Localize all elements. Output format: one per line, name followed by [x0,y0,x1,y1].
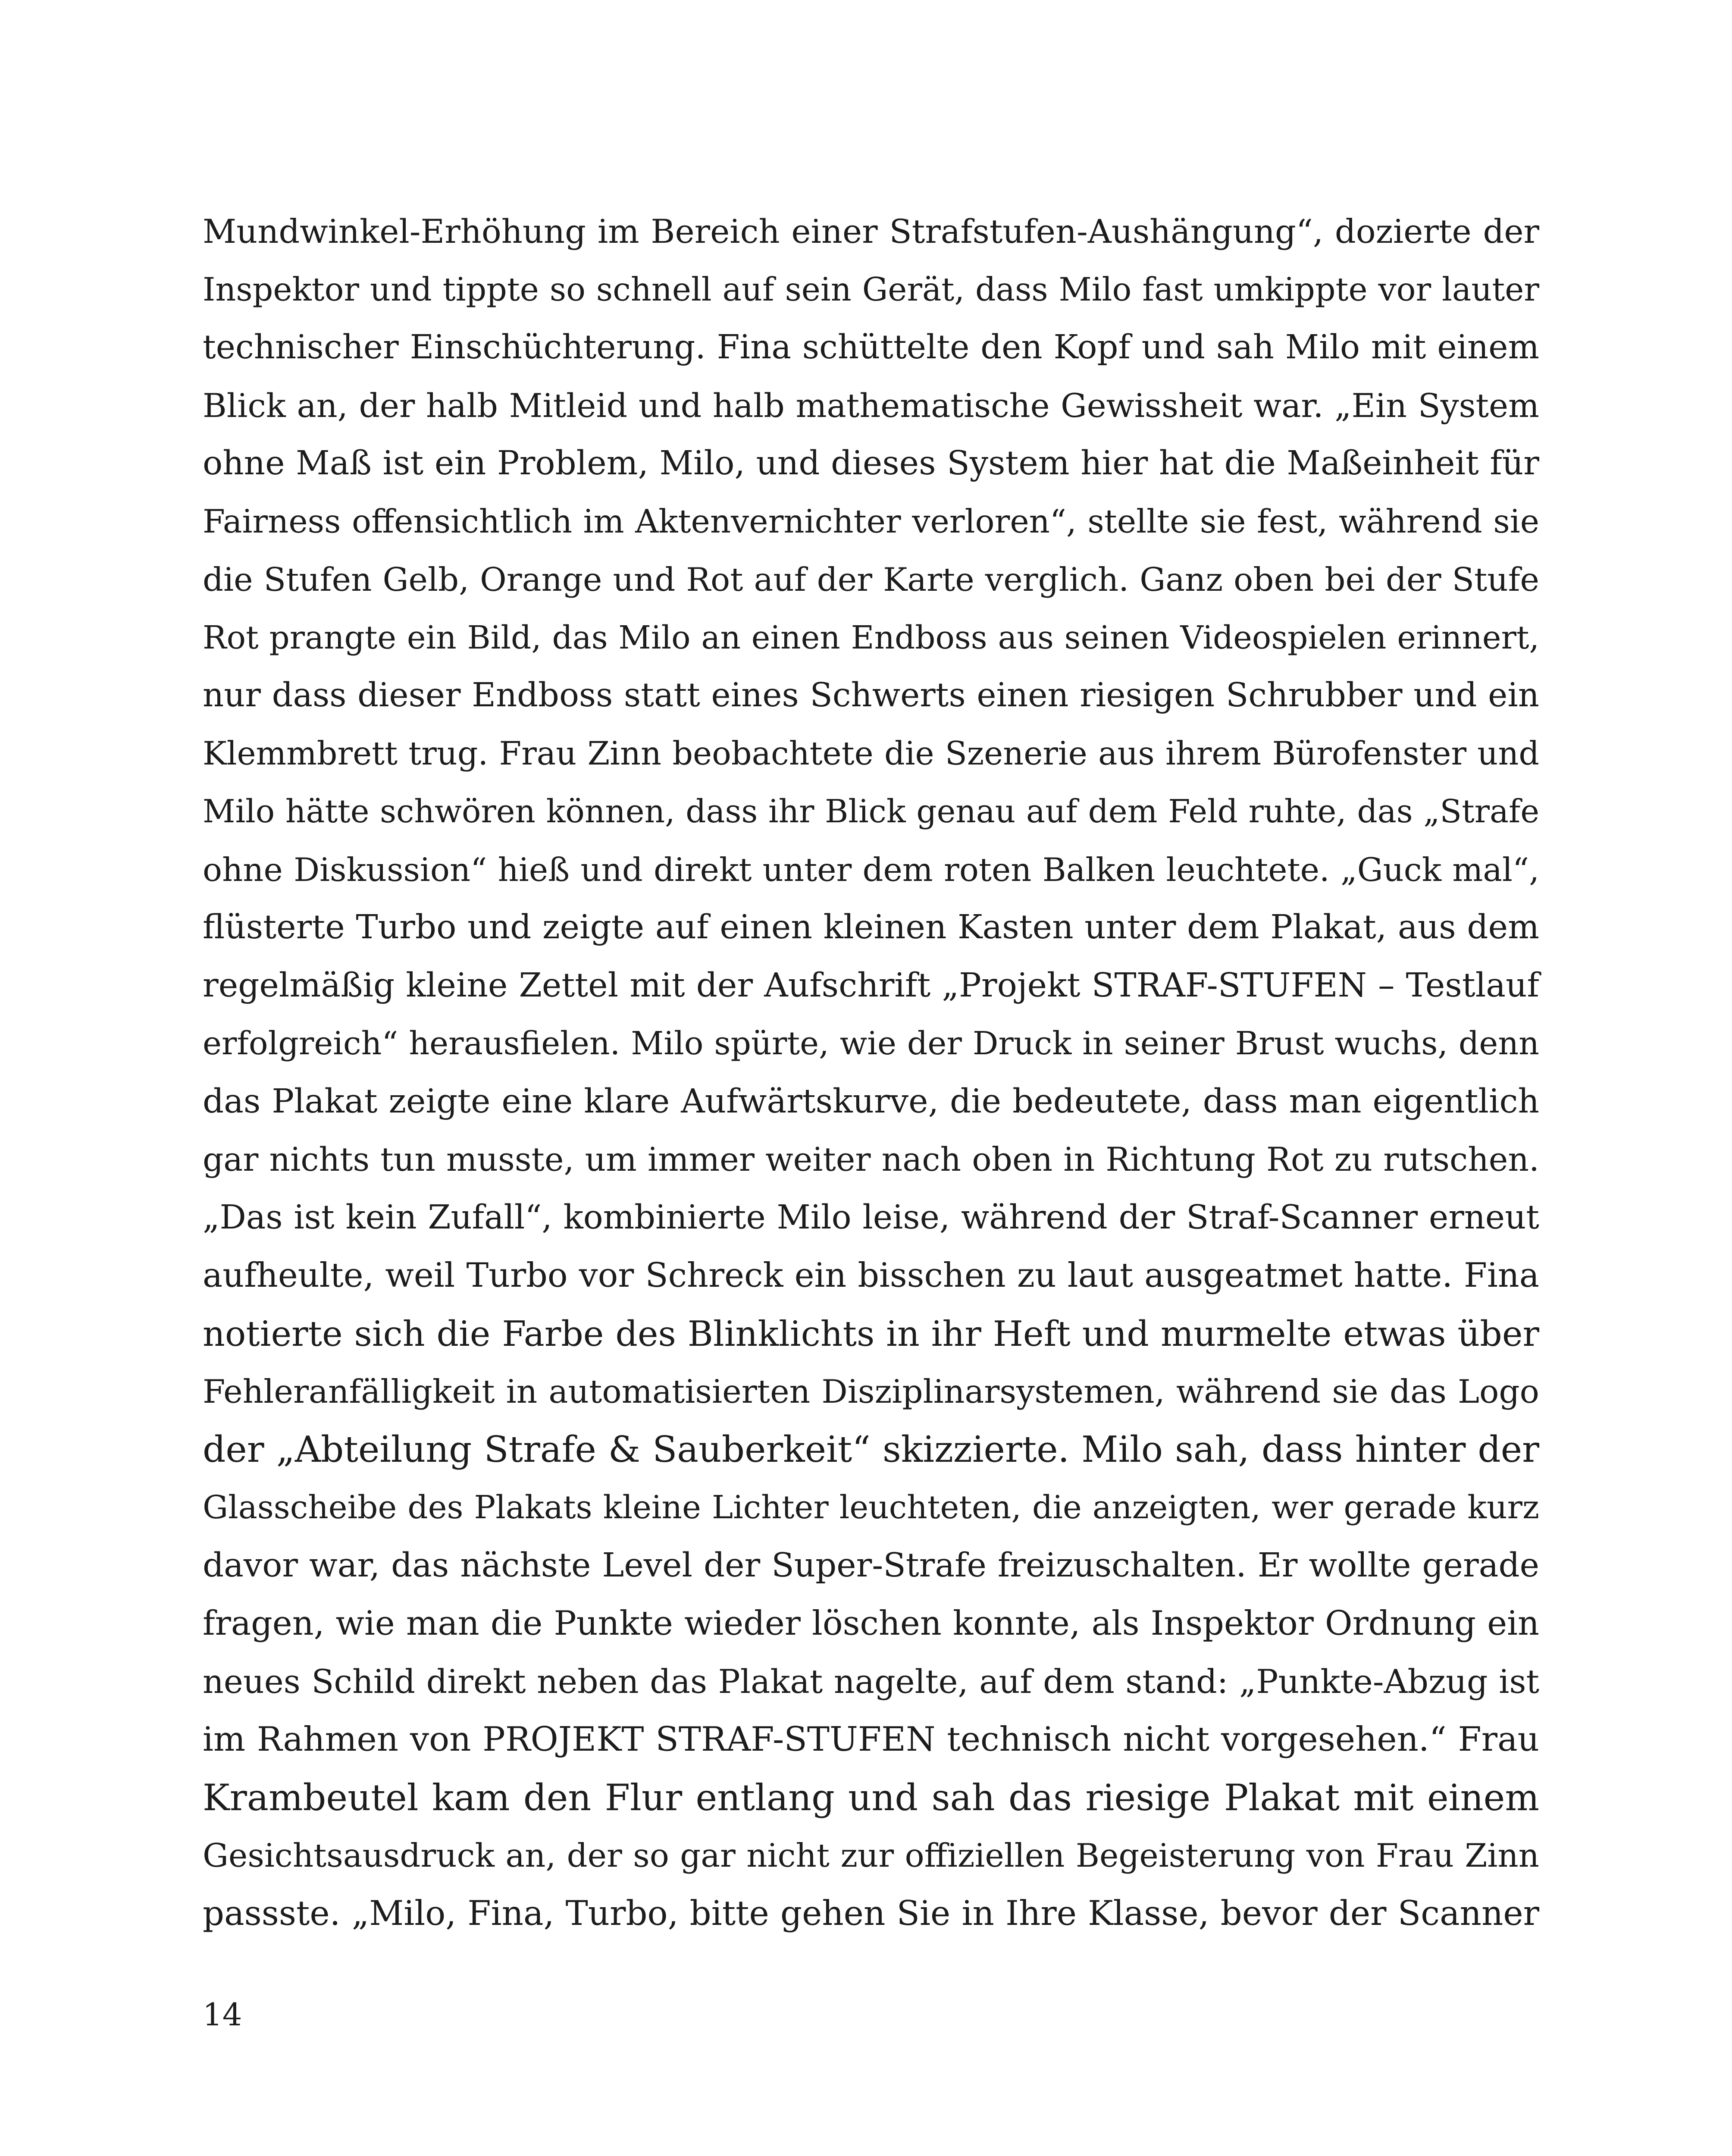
text-line: ohne Diskussion“ hieß und direkt unter dem roten Balken leuchtete. „Guck mal“, [203,850,1539,889]
text-line: Fehleranfälligkeit in automatisierten Disziplinarsystemen, während sie das Logo [203,1373,1539,1410]
text-line: davor war, das nächste Level der Super-Strafe freizuschalten. Er wollte gerade [203,1546,1539,1585]
text-line: neues Schild direkt neben das Plakat nagelte, auf dem stand: „Punkte-Abzug ist [203,1662,1539,1701]
text-line: die Stufen Gelb, Orange und Rot auf der Karte verglich. Ganz oben bei der Stufe [203,561,1539,599]
text-line: notierte sich die Farbe des Blinklichts in ihr Heft und murmelte etwas über [203,1313,1539,1354]
text-line: Gesichtsausdruck an, der so gar nicht zur offiziellen Begeisterung von Frau Zinn [203,1836,1539,1874]
text-line: Krambeutel kam den Flur entlang und sah das riesige Plakat mit einem [203,1776,1539,1819]
text-line: erfolgreich“ herausfielen. Milo spürte, wie der Druck in seiner Brust wuchs, denn [203,1025,1539,1062]
text-line: passste. „Milo, Fina, Turbo, bitte gehen Sie in Ihre Klasse, bevor der Scanner [203,1893,1539,1933]
text-line: ohne Maß ist ein Problem, Milo, und dieses System hier hat die Maßeinheit für [203,444,1539,483]
text-line: regelmäßig kleine Zettel mit der Aufschrift „Projekt STRAF-STUFEN – Testlauf [203,966,1539,1005]
text-line: aufheulte, weil Turbo vor Schreck ein bisschen zu laut ausgeatmet hatte. Fina [203,1256,1539,1295]
text-line: Fairness offensichtlich im Aktenvernichter verloren“, stellte sie fest, während sie [203,502,1539,540]
text-line: nur dass dieser Endboss statt eines Schwerts einen riesigen Schrubber und ein [203,676,1539,714]
page-number: 14 [203,1996,242,2033]
text-line: Klemmbrett trug. Frau Zinn beobachtete die Szenerie aus ihrem Bürofenster und [203,734,1539,772]
text-line: im Rahmen von PROJEKT STRAF-STUFEN technisch nicht vorgesehen.“ Frau [203,1720,1539,1759]
text-line: gar nichts tun musste, um immer weiter nach oben in Richtung Rot zu rutschen. [203,1141,1539,1178]
text-line: Milo hätte schwören können, dass ihr Blick genau auf dem Feld ruhte, das „Strafe [203,793,1539,830]
text-line: Glasscheibe des Plakats kleine Lichter leuchteten, die anzeigten, wer gerade kurz [203,1489,1539,1526]
text-line: Rot prangte ein Bild, das Milo an einen Endboss aus seinen Videospielen erinnert, [203,619,1539,656]
text-line: das Plakat zeigte eine klare Aufwärtskurve, die bedeutete, dass man eigentlich [203,1082,1539,1121]
text-line: technischer Einschüchterung. Fina schüttelte den Kopf und sah Milo mit einem [203,328,1539,367]
text-line: Inspektor und tippte so schnell auf sein Gerät, dass Milo fast umkippte vor lauter [203,270,1539,308]
text-line: flüsterte Turbo und zeigte auf einen kleinen Kasten unter dem Plakat, aus dem [203,908,1539,946]
text-line: fragen, wie man die Punkte wieder löschen konnte, als Inspektor Ordnung ein [203,1604,1539,1643]
text-line: Blick an, der halb Mitleid und halb mathematische Gewissheit war. „Ein System [203,386,1539,425]
text-line: „Das ist kein Zufall“, kombinierte Milo leise, während der Straf-Scanner erneut [203,1198,1539,1237]
text-line: Mundwinkel-Erhöhung im Bereich einer Strafstufen-Aushängung“, dozierte der [203,212,1539,251]
text-line: der „Abteilung Strafe & Sauberkeit“ skizzierte. Milo sah, dass hinter der [203,1428,1539,1470]
body-text [203,203,1539,1943]
